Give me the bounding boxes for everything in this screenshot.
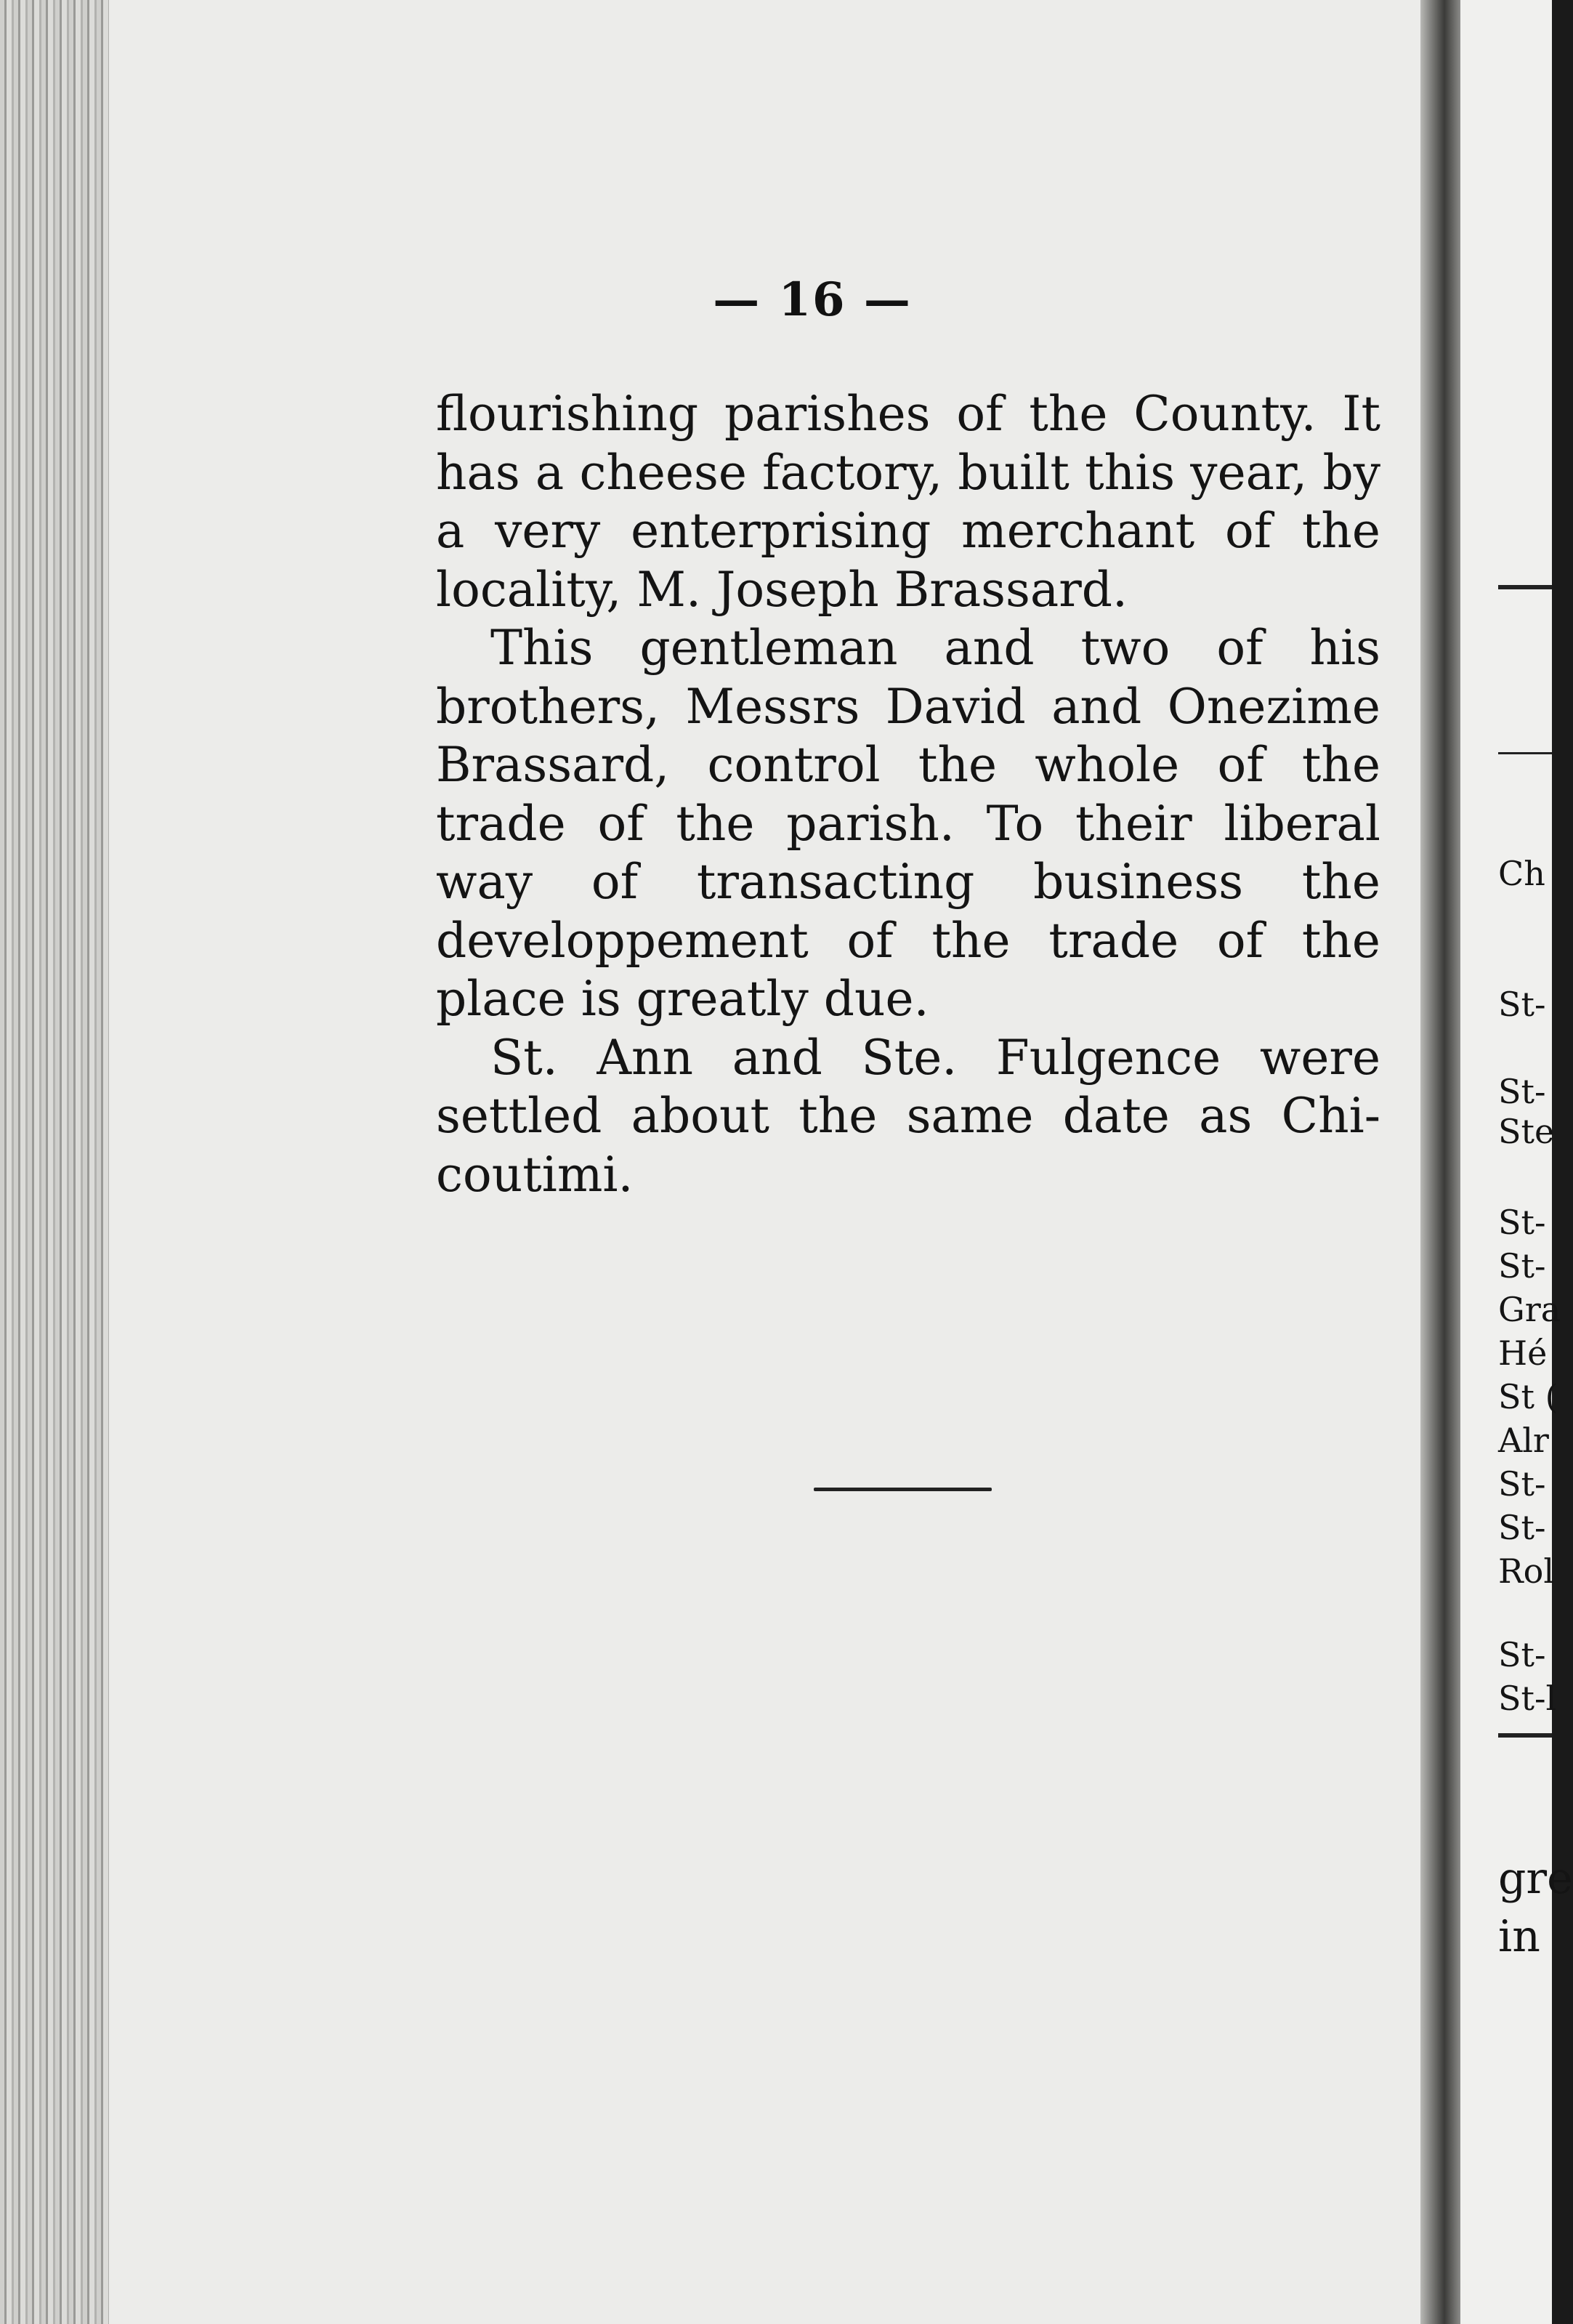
adjacent-page-fragment: Hé: [1498, 1334, 1548, 1373]
adjacent-page-fragment: St-: [1498, 1635, 1546, 1674]
adjacent-page-rule: [1498, 585, 1552, 589]
page-number: — 16 —: [713, 273, 912, 327]
adjacent-page-fragment: St-: [1498, 1072, 1546, 1111]
paragraph-2: This gentleman and two of his brothers, Messrs David and Onezime Brassard, control the whole of the trade of the parish. To their liberal way of transacting business the developpement of the trade of the place is greatly due.: [436, 620, 1380, 1027]
adjacent-page-fragment: Gra: [1498, 1290, 1561, 1329]
adjacent-page: [1460, 0, 1555, 2324]
adjacent-page-rule: [1498, 752, 1552, 754]
adjacent-page-fragment: St-l: [1498, 1679, 1557, 1718]
adjacent-page-fragment: St-: [1498, 1203, 1546, 1242]
body-text: [436, 385, 1380, 1204]
adjacent-page-fragment: St (: [1498, 1377, 1558, 1416]
adjacent-page-fragment: St-: [1498, 1508, 1546, 1547]
paragraph-1: flourishing parishes of the County. It has a cheese factory, built this year, by a very enterprising merchant of the locality, M. Joseph Brassard.: [436, 386, 1380, 618]
book-page-edges: [0, 0, 111, 2324]
section-divider: [814, 1488, 992, 1491]
adjacent-page-fragment: Ste: [1498, 1112, 1555, 1151]
adjacent-page-rule: [1498, 1733, 1552, 1738]
paragraph-3: St. Ann and Ste. Fulgence were settled about the same date as Chi- coutimi.: [436, 1029, 1380, 1203]
adjacent-page-fragment: St-: [1498, 1246, 1546, 1286]
adjacent-page-fragment: St-: [1498, 1464, 1546, 1504]
adjacent-page-fragment: in: [1498, 1911, 1540, 1962]
adjacent-page-fragment: St-: [1498, 985, 1546, 1024]
book-gutter: [1420, 0, 1460, 2324]
adjacent-page-fragment: Rol: [1498, 1552, 1555, 1591]
adjacent-page-fragment: Ch: [1498, 854, 1545, 893]
adjacent-page-fragment: gre: [1498, 1853, 1573, 1904]
adjacent-page-fragment: Alr: [1498, 1421, 1549, 1460]
